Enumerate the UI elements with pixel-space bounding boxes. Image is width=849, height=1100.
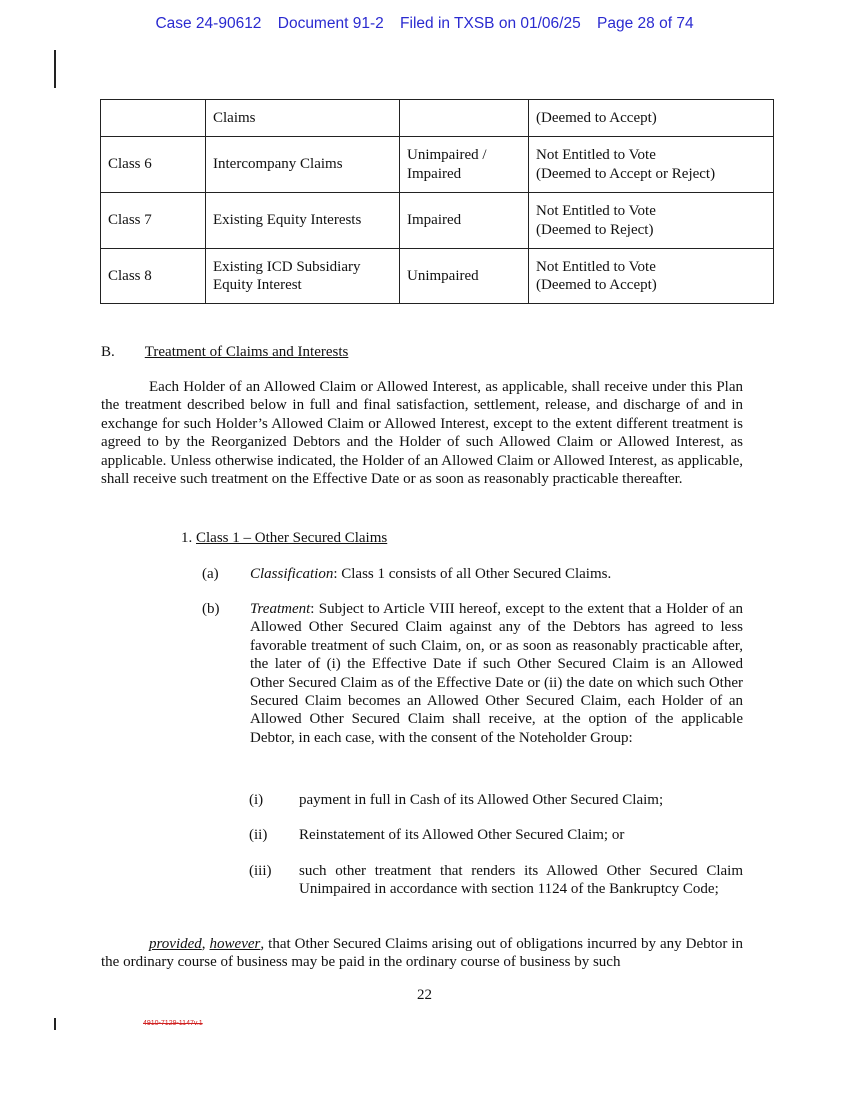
table-row [101, 193, 774, 249]
voting-cell [529, 249, 774, 304]
option-item [249, 862, 743, 899]
class-cell: Class 6 [101, 137, 206, 193]
class1-number: 1. [181, 530, 193, 546]
section-label: B. [101, 344, 115, 360]
voting-line: (Deemed to Accept) [536, 277, 657, 293]
proviso-paragraph [101, 935, 743, 972]
description-cell: Existing ICD Subsidiary Equity Interest [206, 249, 400, 304]
item-term: Classification [250, 566, 334, 582]
page-number: 22 [417, 987, 432, 1003]
option-text: such other treatment that renders its Allowed Other Secured Claim Unimpaired in accordance with section 1124 of the Bankruptcy Code; [299, 863, 743, 898]
item-body: : Class 1 consists of all Other Secured Claims. [333, 566, 612, 582]
section-heading [101, 343, 348, 361]
description-cell: Claims [206, 100, 400, 137]
voting-line: (Deemed to Accept) [536, 109, 657, 126]
proviso-separator: , [201, 936, 210, 952]
change-bar-bottom [54, 1018, 56, 1030]
voting-line: Not Entitled to Vote [536, 203, 656, 220]
item-term: Treatment [250, 601, 311, 617]
voting-cell [529, 100, 774, 137]
class1-heading [181, 529, 387, 547]
section-title: Treatment of Claims and Interests [144, 344, 349, 360]
class-cell [101, 100, 206, 137]
table-row [101, 249, 774, 304]
proviso-word: however [209, 936, 261, 952]
document-id: 4910-7129-1147v.1 [143, 1020, 203, 1027]
proviso-word: provided [149, 936, 202, 952]
option-text: payment in full in Cash of its Allowed Other Secured Claim; [299, 792, 664, 808]
item-marker: (a) [202, 566, 219, 582]
classification-table [100, 99, 774, 304]
voting-cell [529, 193, 774, 249]
status-cell: Impaired [400, 193, 529, 249]
treatment-item [202, 600, 743, 747]
filed-info: Filed in TXSB on 01/06/25 [400, 15, 581, 32]
option-item [249, 826, 743, 844]
option-marker: (iii) [249, 863, 272, 879]
voting-line: Not Entitled to Vote [536, 258, 656, 275]
description-cell: Existing Equity Interests [206, 193, 400, 249]
item-text [250, 600, 743, 747]
item-marker: (b) [202, 601, 220, 617]
status-cell [400, 100, 529, 137]
case-number: Case 24-90612 [155, 15, 262, 32]
class-cell: Class 7 [101, 193, 206, 249]
table-row [101, 137, 774, 193]
status-cell: Unimpaired / Impaired [400, 137, 529, 193]
change-bar-top [54, 50, 56, 88]
table-row [101, 100, 774, 137]
class1-title: Class 1 – Other Secured Claims [196, 530, 388, 546]
option-text: Reinstatement of its Allowed Other Secured Claim; or [299, 827, 625, 843]
voting-line: Not Entitled to Vote [536, 147, 656, 164]
option-marker: (i) [249, 792, 264, 808]
item-text [250, 565, 743, 583]
page-count: Page 28 of 74 [597, 15, 694, 32]
status-cell: Unimpaired [400, 249, 529, 304]
voting-cell [529, 137, 774, 193]
item-body: : Subject to Article VIII hereof, except to the extent that a Holder of an Allowed Other Secured Claim against any of the Debtors has agreed to less favorable treatment of such Claim, on, or as soon as reasonably practicable after, the later of (i) the Effective Date if such Other Secured Claim is an Allowed Other Secured Claim as of the Effective Date or (ii) the date on which such Other Secured Claim becomes an Allowed Other Secured Claim, each Holder of an Allowed Other Secured Claim shall receive, at the option of the applicable Debtor, in each case, with the consent of the Noteholder Group: [250, 601, 743, 746]
option-marker: (ii) [249, 827, 268, 843]
class-cell: Class 8 [101, 249, 206, 304]
intro-paragraph: Each Holder of an Allowed Claim or Allowed Interest, as applicable, shall receive under this Plan the treatment described below in full and final satisfaction, settlement, release, and discharge of and in exchange for such Holder’s Allowed Claim or Allowed Interest, except to the extent different treatment is agreed to by the Reorganized Debtors and the Holder of such Allowed Claim or Allowed Interest, as applicable. Unless otherwise indicated, the Holder of an Allowed Claim or Allowed Interest, as applicable, shall receive such treatment on the Effective Date or as soon as reasonably practicable thereafter. [101, 379, 743, 488]
voting-line: (Deemed to Accept or Reject) [536, 165, 716, 182]
voting-line: (Deemed to Reject) [536, 221, 654, 238]
option-item [249, 791, 743, 809]
description-cell: Intercompany Claims [206, 137, 400, 193]
classification-item [202, 565, 743, 583]
filing-header [0, 15, 849, 33]
document-number: Document 91-2 [277, 15, 384, 32]
proviso-text: , that Other Secured Claims arising out of obligations incurred by any Debtor in the ordinary course of business may be paid in the ordinary course of business by such [101, 936, 744, 971]
